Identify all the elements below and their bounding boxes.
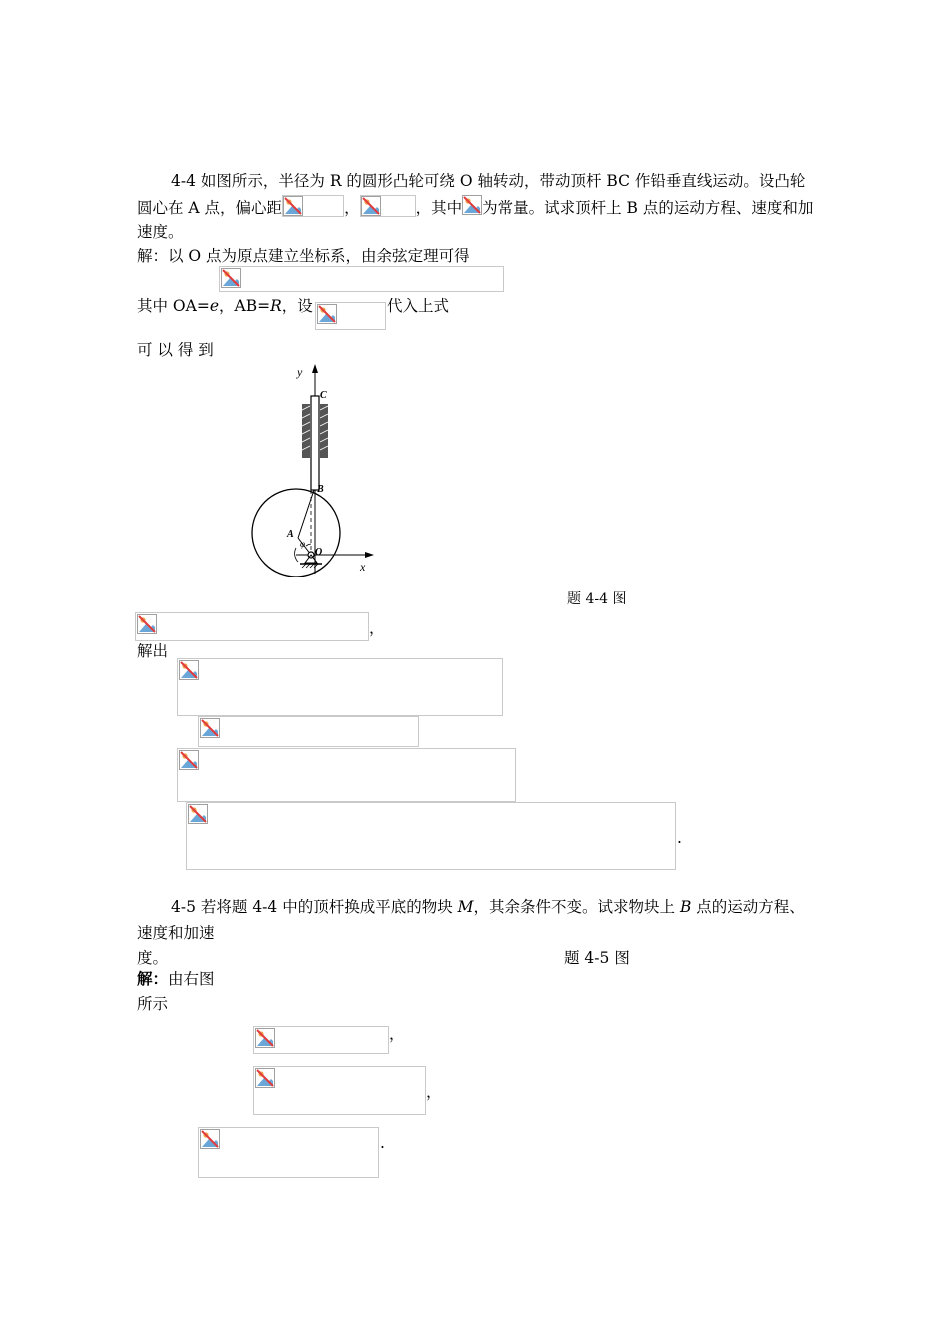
formula-image (198, 1127, 379, 1178)
segment-AB (298, 490, 314, 538)
solve-out-text: 解出 (137, 642, 169, 660)
formula-image (253, 1066, 426, 1115)
broken-image-icon (188, 804, 208, 824)
broken-image-icon (200, 718, 220, 738)
label-C: C (320, 390, 327, 401)
broken-image-icon (283, 196, 303, 216)
broken-image-icon (179, 750, 199, 770)
symbol-e: e (209, 297, 220, 315)
text-segment: 点的运动方程、 (691, 898, 805, 916)
text-segment: ，设 (281, 297, 313, 315)
symbol-B: B (679, 898, 692, 916)
comma: ， (389, 1025, 405, 1043)
broken-image-icon (179, 660, 199, 680)
text-segment: ，其中 (415, 199, 463, 217)
problem-45-line1 (171, 897, 805, 917)
formula-image (253, 1026, 389, 1054)
problem-45-line3: 度。 (137, 949, 169, 967)
cam-circle (252, 489, 340, 577)
broken-image-icon (361, 196, 381, 216)
formula-image (219, 266, 504, 292)
text-segment: ，其余条件不变。试求物块上 (473, 898, 680, 916)
problem-44-line2 (137, 195, 813, 218)
label-phi: φ (300, 539, 305, 549)
comma: ， (369, 619, 385, 637)
formula-image (177, 658, 503, 716)
y-axis-arrow (312, 364, 318, 373)
formula-image (282, 195, 344, 217)
text-segment: 其中 OA= (137, 297, 210, 315)
problem-45-line2: 速度和加速 (137, 924, 215, 942)
label-O: O (315, 547, 323, 558)
solution-45-line2: 所示 (137, 995, 169, 1013)
follower-rod (311, 396, 319, 490)
figure-caption-44: 题 4-4 图 (567, 591, 627, 607)
text-segment: ， (344, 199, 360, 217)
formula-image (186, 802, 676, 870)
broken-image-icon (462, 195, 482, 215)
formula-image (135, 612, 369, 641)
text-segment: 为常量。试求顶杆上 B 点的运动方程、速度和加 (482, 199, 814, 217)
problem-44-line1: 4-4 如图所示，半径为 R 的圆形凸轮可绕 O 轴转动，带动顶杆 BC 作铅垂直线运动。设凸轮 (171, 172, 806, 190)
formula-image (462, 195, 482, 217)
solution-45-line1 (137, 969, 215, 989)
text-segment: 4-5 若将题 4-4 中的顶杆换成平底的物块 (171, 898, 458, 916)
text-segment: 圆心在 A 点，偏心距 (137, 199, 283, 217)
broken-image-icon (221, 268, 241, 288)
formula-image (315, 302, 386, 330)
substitute-text: 代入上式 (387, 297, 450, 315)
broken-image-icon (137, 614, 157, 634)
text-segment: ，AB= (219, 297, 271, 315)
figure-caption-45: 题 4-5 图 (564, 949, 630, 967)
label-A: A (287, 529, 294, 540)
broken-image-icon (255, 1068, 275, 1088)
symbol-R: R (270, 297, 282, 315)
text-segment: 由右图 (168, 970, 215, 988)
period: . (677, 829, 682, 847)
angle-arc (306, 544, 311, 546)
x-axis-label: x (360, 560, 366, 574)
solution-intro: 解：以 O 点为原点建立坐标系，由余弦定理可得 (137, 247, 470, 265)
formula-image (360, 195, 416, 217)
problem-44-line3: 速度。 (137, 223, 184, 241)
broken-image-icon (317, 304, 337, 324)
can-get-text: 可 以 得 到 (137, 341, 214, 359)
solution-label: 解： (137, 969, 169, 988)
where-line (137, 296, 313, 316)
period: . (380, 1134, 385, 1152)
label-B: B (317, 484, 324, 495)
broken-image-icon (200, 1129, 220, 1149)
x-axis-arrow (365, 552, 374, 558)
broken-image-icon (255, 1028, 275, 1048)
symbol-M: M (457, 898, 474, 916)
y-axis-label: y (297, 365, 303, 379)
comma: ， (426, 1083, 442, 1101)
cam-mechanism-figure (236, 362, 386, 577)
formula-image (177, 748, 516, 802)
formula-image (198, 716, 419, 747)
